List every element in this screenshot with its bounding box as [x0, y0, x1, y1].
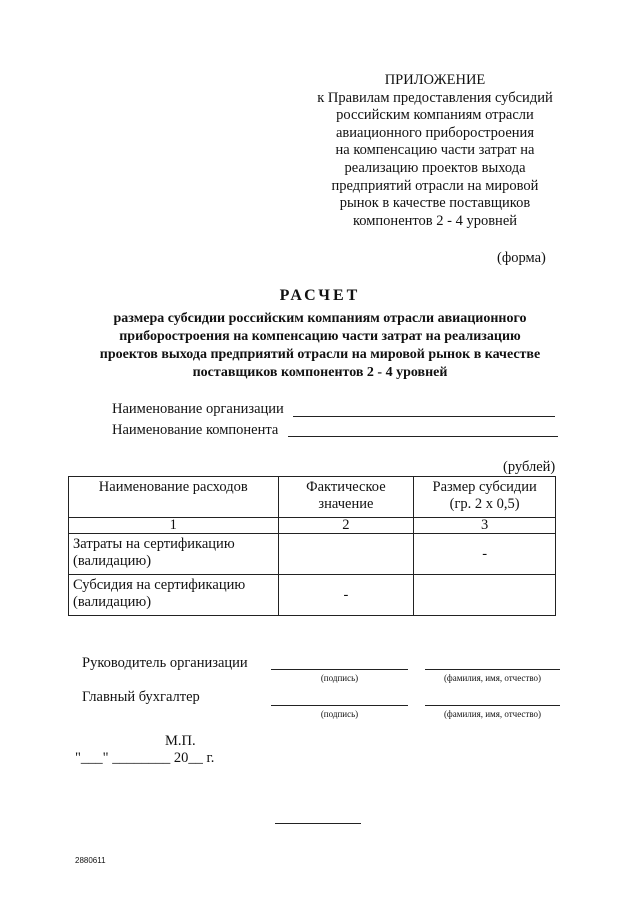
- header-text: Фактическое: [306, 479, 386, 495]
- subtitle-line: проектов выхода предприятий отрасли на мировой рынок в качестве: [99, 347, 541, 362]
- header-subsidy-amount: [414, 477, 556, 518]
- accountant-signature-label: Главный бухгалтер: [82, 689, 200, 705]
- head-signature-field[interactable]: [271, 669, 408, 670]
- expense-name-cell: [69, 575, 279, 616]
- name-caption: (фамилия, имя, отчество): [443, 709, 542, 719]
- organization-label: Наименование организации: [112, 401, 284, 417]
- column-number-row: [69, 518, 556, 534]
- appendix-line: компонентов 2 - 4 уровней: [352, 212, 518, 229]
- signature-caption: (подпись): [320, 673, 359, 683]
- subsidy-amount-cell[interactable]: -: [414, 534, 556, 575]
- appendix-line: рынок в качестве поставщиков: [339, 195, 531, 212]
- subsidy-amount-cell[interactable]: [414, 575, 556, 616]
- expense-table: [68, 476, 556, 616]
- actual-value-cell[interactable]: -: [278, 575, 414, 616]
- document-subtitle: [60, 310, 580, 382]
- units-label: (рублей): [503, 459, 556, 475]
- cell-text: (валидацию): [73, 594, 152, 610]
- footer-divider: [275, 823, 361, 824]
- cell-text: Затраты на сертификацию: [73, 536, 235, 552]
- table-row: [69, 534, 556, 575]
- organization-field[interactable]: [293, 416, 555, 417]
- stamp-place: М.П.: [165, 733, 196, 749]
- column-number: 1: [69, 518, 279, 534]
- appendix-line: реализацию проектов выхода: [344, 159, 526, 176]
- document-number: 2880611: [75, 856, 106, 865]
- document-title: РАСЧЕТ: [279, 287, 361, 304]
- actual-value-cell[interactable]: [278, 534, 414, 575]
- header-text: Размер субсидии: [432, 479, 537, 495]
- component-label: Наименование компонента: [112, 422, 279, 438]
- column-number: 3: [414, 518, 556, 534]
- component-field[interactable]: [288, 436, 558, 437]
- date-line[interactable]: "___" ________ 20__ г.: [75, 750, 215, 766]
- appendix-line: российским компаниям отрасли: [336, 107, 534, 124]
- table-header-row: [69, 477, 556, 518]
- subtitle-line: поставщиков компонентов 2 - 4 уровней: [192, 365, 448, 380]
- head-signature-label: Руководитель организации: [82, 655, 248, 671]
- expense-name-cell: [69, 534, 279, 575]
- appendix-line: к Правилам предоставления субсидий: [317, 89, 553, 106]
- header-text: значение: [318, 496, 374, 512]
- appendix-line: авиационного приборостроения: [336, 124, 534, 141]
- head-name-field[interactable]: [425, 669, 560, 670]
- header-expense-name: Наименование расходов: [69, 477, 279, 518]
- subtitle-line: размера субсидии российским компаниям отрасли авиационного: [113, 311, 527, 326]
- cell-text: Субсидия на сертификацию: [73, 577, 246, 593]
- header-text: (гр. 2 х 0,5): [449, 496, 520, 512]
- cell-text: (валидацию): [73, 553, 152, 569]
- form-label: (форма): [497, 250, 546, 266]
- table-row: [69, 575, 556, 616]
- appendix-header: [290, 72, 580, 230]
- header-actual-value: [278, 477, 414, 518]
- signature-caption: (подпись): [320, 709, 359, 719]
- column-number: 2: [278, 518, 414, 534]
- appendix-line: предприятий отрасли на мировой: [331, 177, 539, 194]
- accountant-signature-field[interactable]: [271, 705, 408, 706]
- accountant-name-field[interactable]: [425, 705, 560, 706]
- name-caption: (фамилия, имя, отчество): [443, 673, 542, 683]
- appendix-line: ПРИЛОЖЕНИЕ: [384, 72, 486, 88]
- subtitle-line: приборостроения на компенсацию части затрат на реализацию: [119, 329, 521, 344]
- appendix-line: на компенсацию части затрат на: [335, 142, 535, 159]
